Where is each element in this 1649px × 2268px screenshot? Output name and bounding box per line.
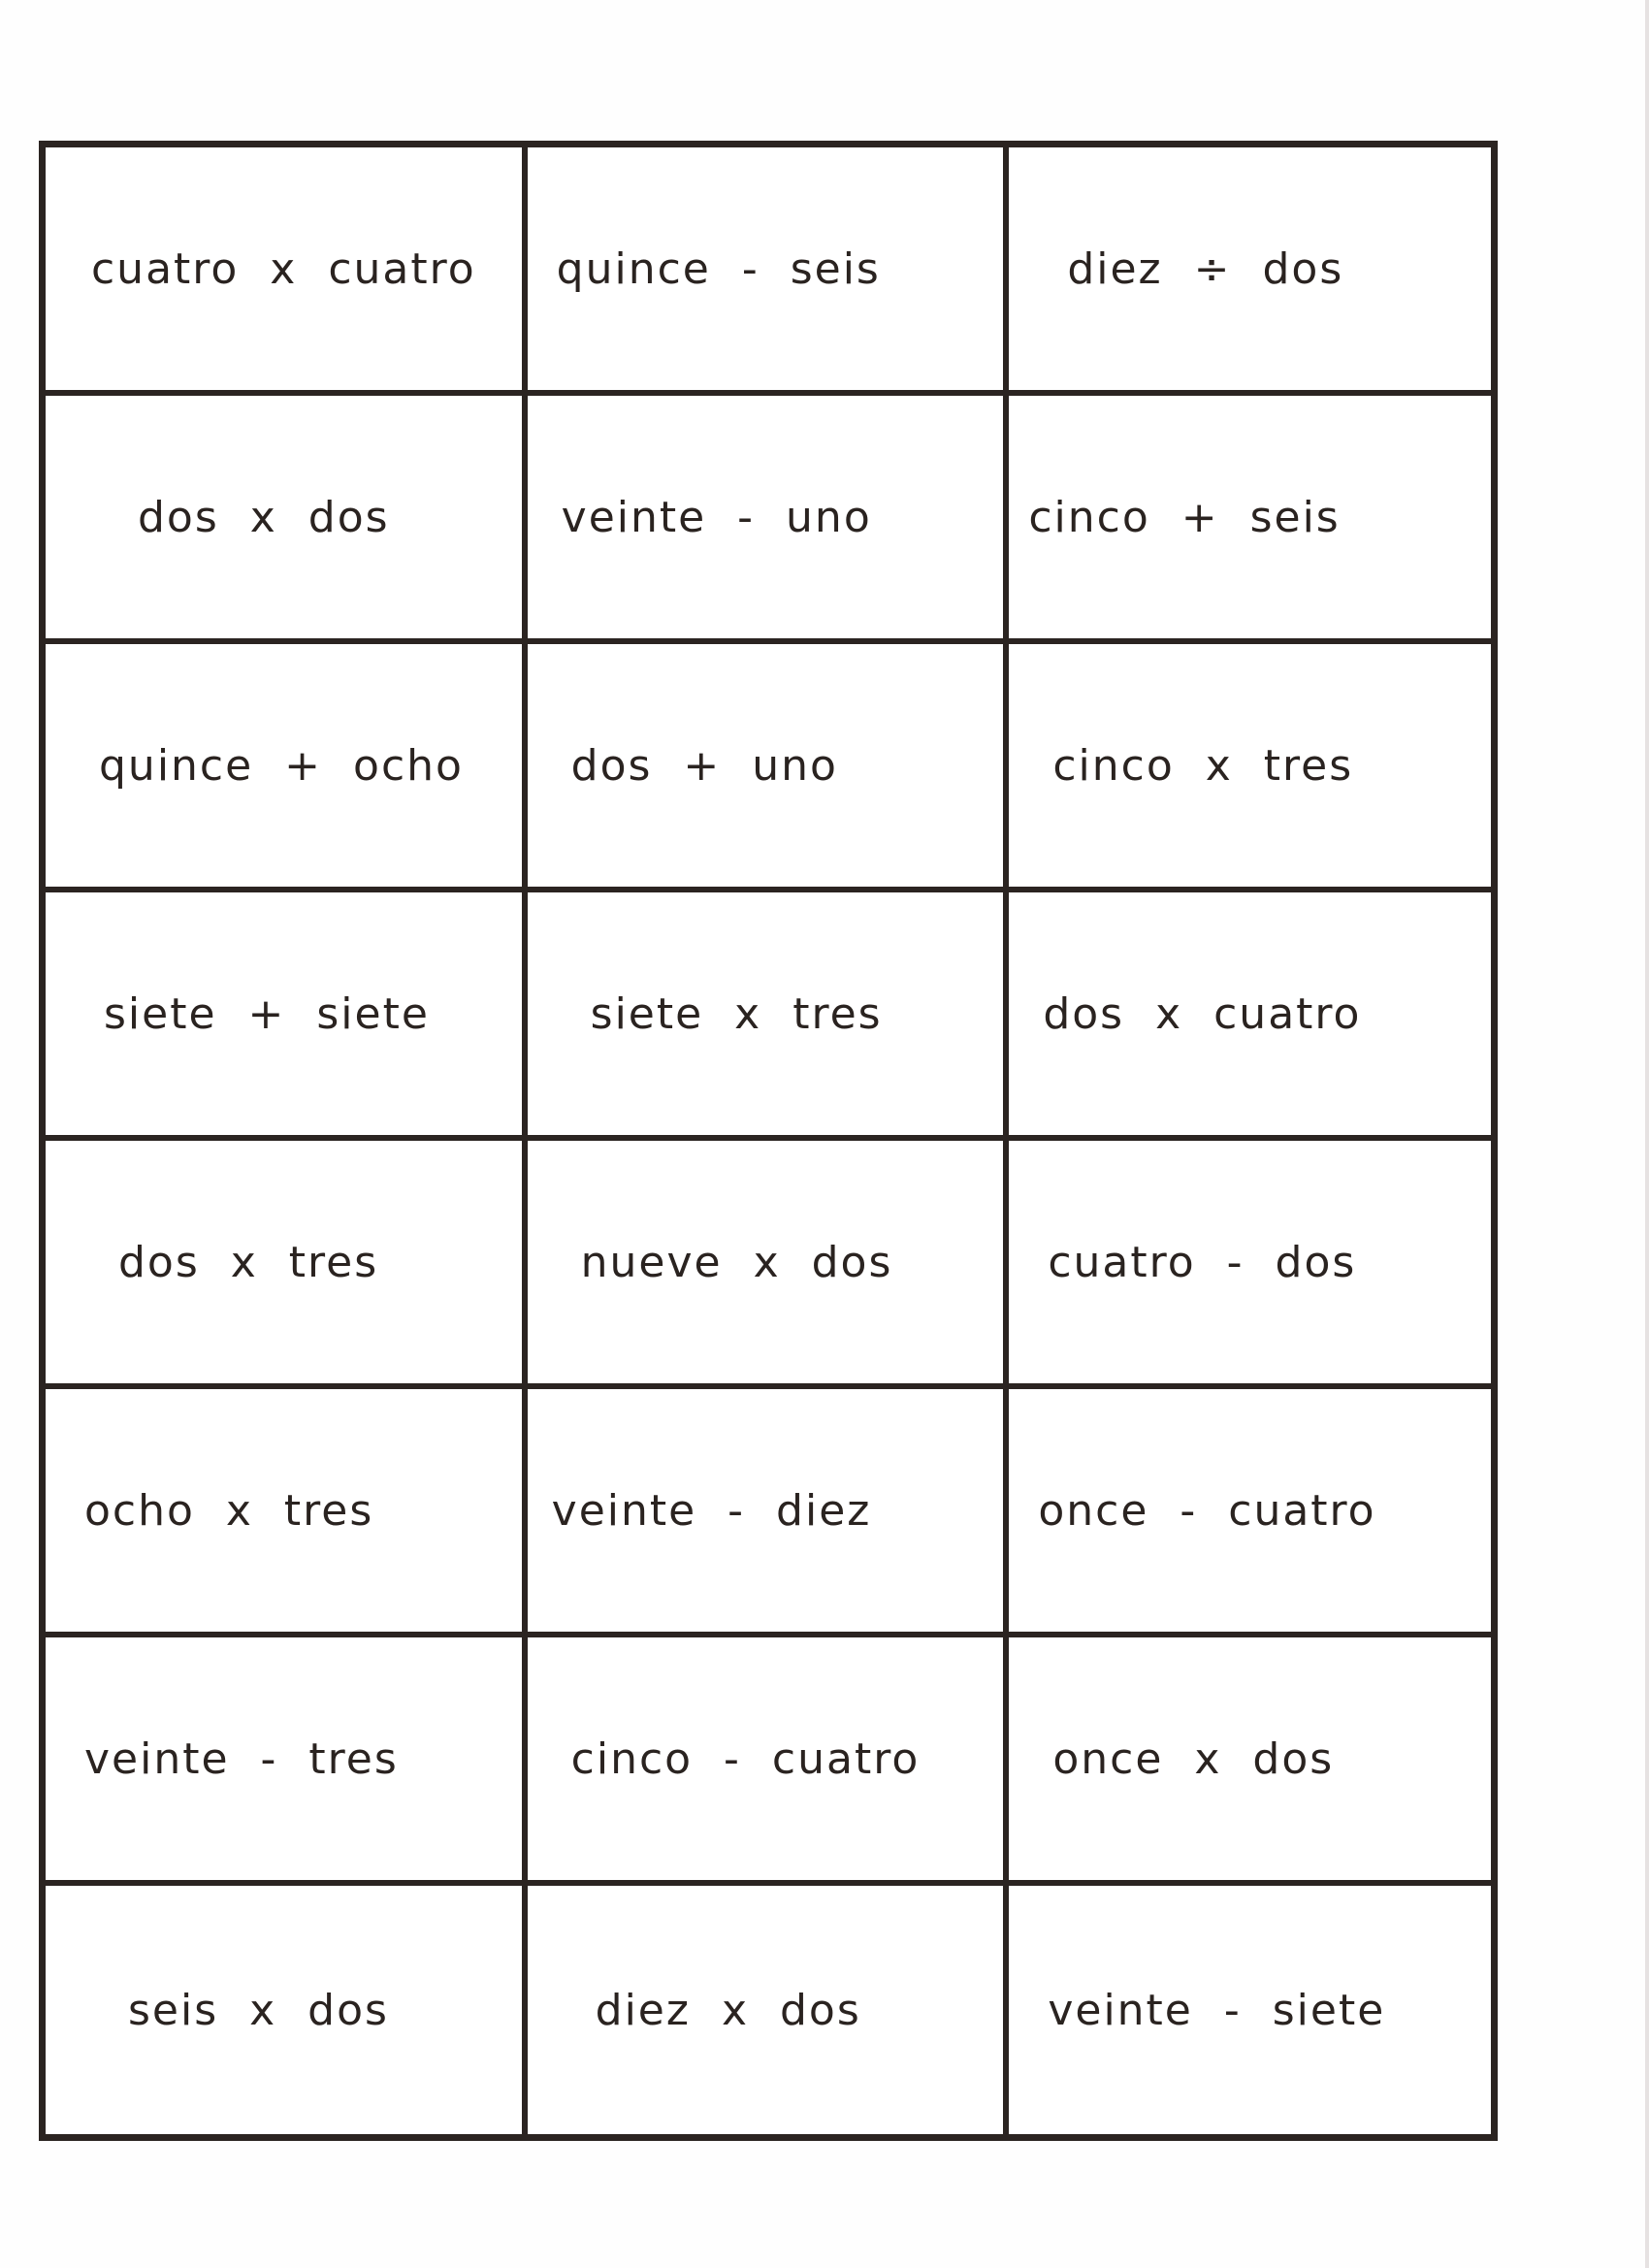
- card-cell: siete + siete: [46, 892, 528, 1141]
- card-cell: nueve x dos: [528, 1141, 1010, 1389]
- card-cell: siete x tres: [528, 892, 1010, 1141]
- card-cell: cinco - cuatro: [528, 1637, 1010, 1886]
- card-cell: diez x dos: [528, 1886, 1010, 2134]
- card-cell: quince - seis: [528, 147, 1010, 396]
- card-cell: cuatro x cuatro: [46, 147, 528, 396]
- card-cell: dos x dos: [46, 396, 528, 644]
- card-cell: once x dos: [1009, 1637, 1491, 1886]
- card-cell: diez ÷ dos: [1009, 147, 1491, 396]
- card-cell: cinco x tres: [1009, 644, 1491, 892]
- card-cell: quince + ocho: [46, 644, 528, 892]
- card-cell: cinco + seis: [1009, 396, 1491, 644]
- card-cell: dos x tres: [46, 1141, 528, 1389]
- card-cell: dos + uno: [528, 644, 1010, 892]
- card-grid: [39, 141, 1498, 2141]
- card-cell: veinte - tres: [46, 1637, 528, 1886]
- card-cell: veinte - diez: [528, 1389, 1010, 1637]
- card-cell: veinte - siete: [1048, 1985, 1386, 2035]
- card-cell: veinte - uno: [528, 396, 1010, 644]
- card-cell: ocho x tres: [46, 1389, 528, 1637]
- card-cell: once - cuatro: [1009, 1389, 1491, 1637]
- card-cell: dos x cuatro: [1009, 892, 1491, 1141]
- page-edge-shadow: [1645, 0, 1649, 2268]
- card-cell: cuatro - dos: [1009, 1141, 1491, 1389]
- card-cell: seis x dos: [46, 1886, 528, 2134]
